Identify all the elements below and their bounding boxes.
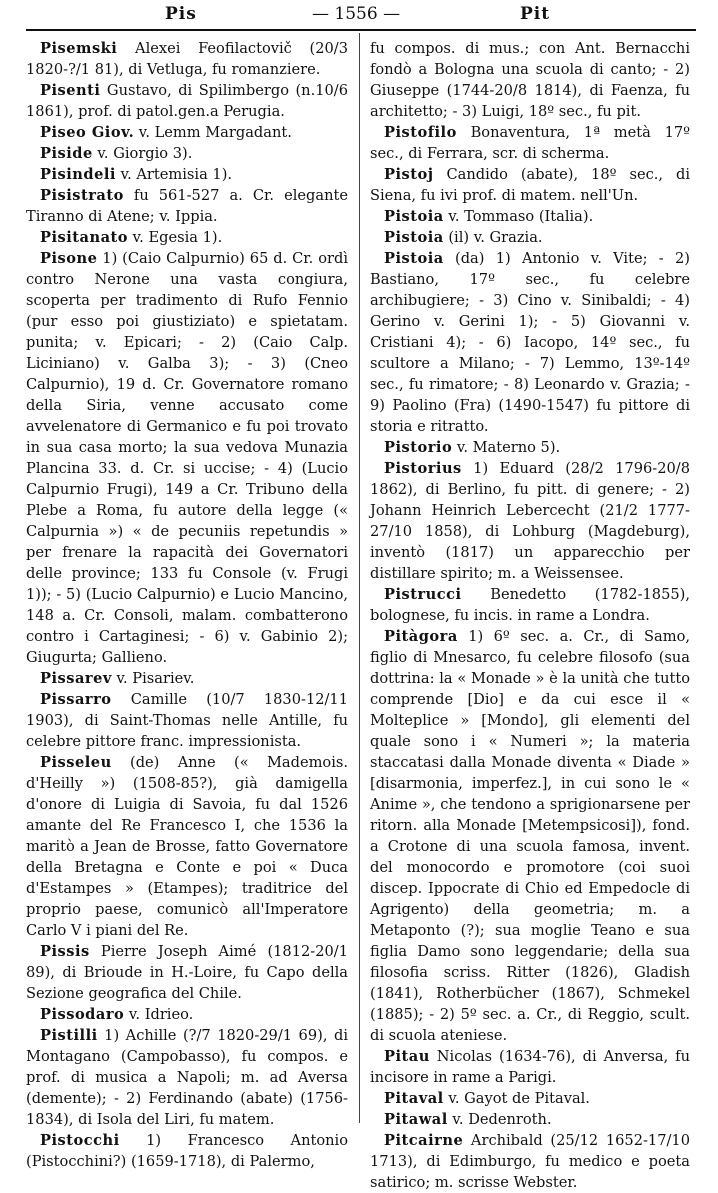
entry bbox=[26, 1004, 348, 1025]
entry-headword: Pissarro bbox=[40, 691, 112, 708]
entry-text: Camille (10/7 1830-12/11 1903), di Saint-Thomas nelle Antille, fu celebre pittore franc. impressionista. bbox=[26, 691, 348, 750]
entry-text: (il) v. Grazia. bbox=[443, 229, 543, 246]
entry bbox=[26, 752, 348, 941]
entry-text: Nicolas (1634-76), di Anversa, fu incisore in rame a Parigi. bbox=[370, 1048, 690, 1086]
entry bbox=[26, 185, 348, 227]
header-right-guideword: Pit bbox=[520, 4, 551, 24]
entry-text: Pierre Joseph Aimé (1812-20/1 89), di Brioude in H.-Loire, fu Capo della Sezione geografica del Chile. bbox=[26, 943, 348, 1002]
entry-text: v. Giorgio 3). bbox=[92, 145, 193, 162]
entry bbox=[370, 584, 690, 626]
header-left-guideword: Pis bbox=[165, 4, 197, 24]
entry bbox=[26, 164, 348, 185]
entry-headword: Pistorius bbox=[384, 460, 462, 477]
entry bbox=[26, 80, 348, 122]
entry-headword: Pistoia bbox=[384, 229, 444, 246]
entry-headword: Pisitanato bbox=[40, 229, 129, 246]
entry-text: Alexei Feofilactovič (20/3 1820-?/1 81), di Vetluga, fu romanziere. bbox=[26, 40, 348, 78]
entry-headword: Pistoia bbox=[384, 250, 444, 267]
entry-text: 1) Achille (?/7 1820-29/1 69), di Montagano (Campobasso), fu compos. e prof. di musica a Napoli; m. ad Aversa (demente); - 2) Ferdinando (abate) (1756-1834), di Isola del Liri, fu matem. bbox=[26, 1027, 348, 1128]
entry-headword: Pisone bbox=[40, 250, 98, 267]
entry bbox=[370, 227, 690, 248]
entry bbox=[370, 122, 690, 164]
entry-headword: Pistoia bbox=[384, 208, 444, 225]
entry bbox=[370, 626, 690, 1046]
entry-text: v. Tommaso (Italia). bbox=[443, 208, 594, 225]
entry-headword: Pisindeli bbox=[40, 166, 116, 183]
right-column bbox=[370, 38, 690, 1193]
entry-text: v. Artemisia 1). bbox=[115, 166, 233, 183]
entry-text: fu 561-527 a. Cr. elegante Tiranno di Atene; v. Ippia. bbox=[26, 187, 348, 225]
entry-headword: Pisseleu bbox=[40, 754, 112, 771]
entry bbox=[370, 248, 690, 437]
entry-headword: Pitcairne bbox=[384, 1132, 464, 1149]
entry bbox=[26, 1130, 348, 1172]
entry-text: Candido (abate), 18º sec., di Siena, fu ivi prof. di matem. nell'Un. bbox=[370, 166, 690, 204]
entry bbox=[370, 206, 690, 227]
entry-headword: Pitàgora bbox=[384, 628, 458, 645]
entry-text: fu compos. di mus.; con Ant. Bernacchi fondò a Bologna una scuola di canto; - 2) Giuseppe (1744-20/8 1814), di Faenza, fu architetto; - 3) Luigi, 18º sec., fu pit. bbox=[370, 40, 690, 120]
entry-headword: Piseo Giov. bbox=[40, 124, 135, 141]
entry-text: 1) Francesco Antonio (Pistocchini?) (1659-1718), di Palermo, bbox=[26, 1132, 348, 1170]
entry-text: (de) Anne (« Mademois. d'Heilly ») (1508-85?), già damigella d'onore di Luigia di Savoia, fu dal 1526 amante del Re Francesco I, che 1536 la maritò a Jean de Brosse, fatto Governatore della Bretagna e Conte e poi « Duca d'Estampes » (Etampes); traditrice del proprio paese, comunicò all'Imperatore Carlo V i piani del Re. bbox=[26, 754, 348, 939]
entry bbox=[26, 689, 348, 752]
entry-continuation bbox=[370, 38, 690, 122]
entry-headword: Piside bbox=[40, 145, 93, 162]
entry-headword: Pistoj bbox=[384, 166, 434, 183]
column-divider bbox=[359, 33, 360, 1123]
entry-headword: Pitaval bbox=[384, 1090, 444, 1107]
entry-headword: Pissodaro bbox=[40, 1006, 125, 1023]
entry-text: Gustavo, di Spilimbergo (n.10/6 1861), prof. di patol.gen.a Perugia. bbox=[26, 82, 348, 120]
left-column bbox=[26, 38, 348, 1172]
entry bbox=[26, 227, 348, 248]
entry-text: 1) Eduard (28/2 1796-20/8 1862), di Berlino, fu pitt. di genere; - 2) Johann Heinrich Lebercecht (21/2 1777-27/10 1858), di Lohburg (Magdeburg), inventò (1817) un apparecchio per distillare spirito; m. a Weissensee. bbox=[370, 460, 690, 582]
header-rule bbox=[26, 29, 696, 31]
entry-headword: Pissis bbox=[40, 943, 90, 960]
entry-headword: Pistrucci bbox=[384, 586, 462, 603]
entry-text: 1) (Caio Calpurnio) 65 d. Cr. ordì contro Nerone una vasta congiura, scoperta per tradimento di Rufo Fennio (pur esso poi giustiziato) e spietatam. punita; v. Epicari; - 2) (Caio Calp. Liciniano) v. Galba 3); - 3) (Cneo Calpurnio), 19 d. Cr. Governatore romano della Siria, venne accusato come avvelenatore di Germanico e fu poi trovato in sua casa morto; la sua vedova Munazia Plancina 33. d. Cr. si uccise; - 4) (Lucio Calpurnio Frugi), 149 a Cr. Tribuno della Plebe a Roma, fu autore della legge (« Calpurnia ») « de pecuniis repetundis » per frenare la rapacità dei Governatori delle province; 133 fu Console (v. Frugi 1)); - 5) (Lucio Calpurnio) e Lucio Mancino, 148 a. Cr. Consoli, malam. combatterono contro i Cartaginesi; - 6) v. Gabinio 2); Giugurta; Gallieno. bbox=[26, 250, 348, 666]
entry-headword: Pisistrato bbox=[40, 187, 124, 204]
page-number: — 1556 — bbox=[312, 4, 401, 24]
entry bbox=[26, 248, 348, 668]
entry-text: v. Dedenroth. bbox=[447, 1111, 552, 1128]
entry bbox=[370, 1109, 690, 1130]
entry-headword: Pistorio bbox=[384, 439, 453, 456]
entry-text: v. Pisariev. bbox=[111, 670, 195, 687]
entry-text: v. Gayot de Pitaval. bbox=[443, 1090, 590, 1107]
entry-headword: Pisemski bbox=[40, 40, 118, 57]
entry bbox=[26, 668, 348, 689]
entry-headword: Pisenti bbox=[40, 82, 101, 99]
entry-text: 1) 6º sec. a. Cr., di Samo, figlio di Mnesarco, fu celebre filosofo (sua dottrina: la « Monade » è la unità che tutto comprende [Dio] e da cui esce il « Molteplice » [Mondo], gli elementi del quale sono i « Numeri »; la materia staccatasi dalla Monade diventa « Diade » [disarmonia, imperfez.], in cui sono le « Anime », che tendono a sprigionarsene per ritorn. alla Monade [Metempsicosi]), fond. a Crotone di una scuola famosa, invent. del monocordo e promotore (coi suoi discep. Ippocrate di Chio ed Empedocle di Agrigento) della geometria; m. a Metaponto (?); sua moglie Teano e sua figlia Damo sono leggendarie; della sua filosofia scriss. Ritter (1826), Gladish (1841), Rotherbücher (1867), Schmekel (1885); - 2) 5º sec. a. Cr., di Reggio, scult. di scuola ateniese. bbox=[370, 628, 690, 1044]
entry-headword: Pitawal bbox=[384, 1111, 448, 1128]
entry-text: Bonaventura, 1ª metà 17º sec., di Ferrara, scr. di scherma. bbox=[370, 124, 690, 162]
entry-headword: Pistofilo bbox=[384, 124, 457, 141]
entry-headword: Pistocchi bbox=[40, 1132, 120, 1149]
entry bbox=[370, 1046, 690, 1088]
entry bbox=[26, 143, 348, 164]
entry-text: Benedetto (1782-1855), bolognese, fu incis. in rame a Londra. bbox=[370, 586, 690, 624]
entry bbox=[370, 1130, 690, 1193]
entry bbox=[370, 437, 690, 458]
entry bbox=[370, 164, 690, 206]
entry-text: v. Lemm Margadant. bbox=[134, 124, 292, 141]
entry-text: v. Idrieo. bbox=[124, 1006, 194, 1023]
entry bbox=[26, 941, 348, 1004]
entry-headword: Pissarev bbox=[40, 670, 112, 687]
entry bbox=[370, 1088, 690, 1109]
entry bbox=[26, 38, 348, 80]
entry-text: v. Egesia 1). bbox=[128, 229, 223, 246]
entry-headword: Pistilli bbox=[40, 1027, 98, 1044]
entry bbox=[370, 458, 690, 584]
entry-headword: Pitau bbox=[384, 1048, 430, 1065]
entry-text: (da) 1) Antonio v. Vite; - 2) Bastiano, 17º sec., fu celebre archibugiere; - 3) Cino v. Sinibaldi; - 4) Gerino v. Gerini 1); - 5) Giovanni v. Cristiani 4); - 6) Iacopo, 14º sec., fu scultore a Milano; - 7) Lemmo, 13º-14º sec., fu rimatore; - 8) Leonardo v. Grazia; - 9) Paolino (Fra) (1490-1547) fu pittore di storia e ritratto. bbox=[370, 250, 690, 435]
page-header bbox=[0, 2, 718, 28]
entry bbox=[26, 122, 348, 143]
entry bbox=[26, 1025, 348, 1130]
entry-text: Archibald (25/12 1652-17/10 1713), di Edimburgo, fu medico e poeta satirico; m. scrisse Webster. bbox=[370, 1132, 690, 1191]
entry-text: v. Materno 5). bbox=[452, 439, 561, 456]
